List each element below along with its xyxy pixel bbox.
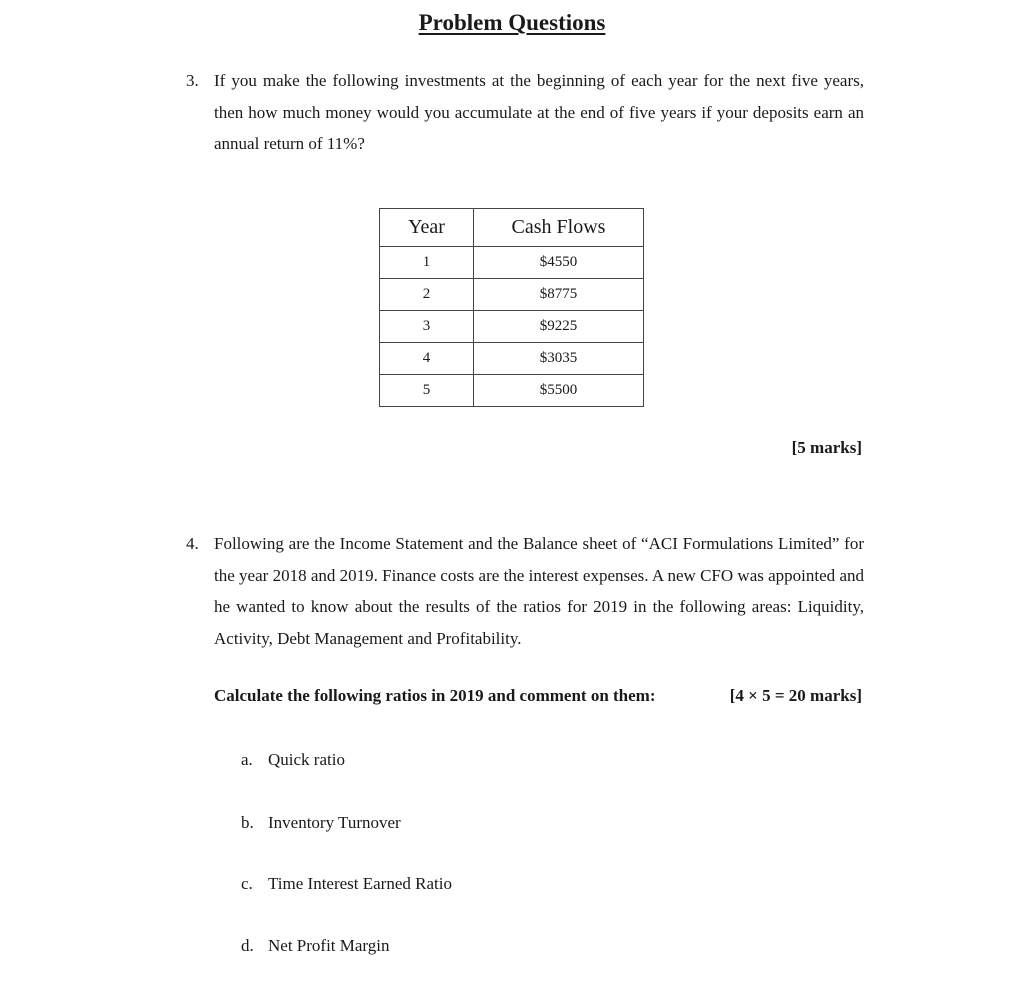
question-4-text: Following are the Income Statement and the Balance sheet of “ACI Formulations Limited” for the year 2018 and 2019. Finance costs are the interest expenses. A new CFO was appointed and he wanted to know about the results of the ratios for 2019 in the following areas: Liquidity, Activity, Debt Management and Profitability. — [214, 534, 864, 648]
table-row — [380, 375, 644, 407]
year-cell: 2 — [380, 279, 474, 311]
question-3-text: If you make the following investments at the beginning of each year for the next five years, then how much money would you accumulate at the end of five years if your deposits earn an annual return of 11%? — [214, 71, 864, 153]
item-label: Quick ratio — [268, 750, 345, 769]
ratio-instruction: Calculate the following ratios in 2019 and comment on them: — [214, 686, 656, 705]
year-cell: 3 — [380, 311, 474, 343]
year-header: Year — [380, 209, 474, 247]
cash-flow-cell: $8775 — [474, 279, 644, 311]
cash-flow-cell: $3035 — [474, 343, 644, 375]
item-letter: d. — [241, 936, 254, 955]
table-row — [380, 279, 644, 311]
question-3-marks: [5 marks] — [791, 438, 862, 457]
cash-flow-table — [379, 208, 644, 407]
table-row — [380, 311, 644, 343]
page-title: Problem Questions — [418, 10, 606, 35]
cash-flows-header: Cash Flows — [474, 209, 644, 247]
year-cell: 1 — [380, 247, 474, 279]
cash-flow-cell: $9225 — [474, 311, 644, 343]
table-header-row — [380, 209, 644, 247]
table-row — [380, 343, 644, 375]
table-row — [380, 247, 644, 279]
list-item — [241, 936, 390, 956]
list-item — [241, 750, 345, 770]
year-cell: 5 — [380, 375, 474, 407]
item-letter: c. — [241, 874, 253, 893]
question-4-marks: [4 × 5 = 20 marks] — [729, 686, 862, 705]
list-item — [241, 874, 452, 894]
list-item — [241, 813, 401, 833]
item-letter: a. — [241, 750, 253, 769]
question-3-number: 3. — [186, 71, 199, 90]
cash-flow-cell: $4550 — [474, 247, 644, 279]
item-label: Time Interest Earned Ratio — [268, 874, 452, 893]
item-label: Net Profit Margin — [268, 936, 390, 955]
question-4-number: 4. — [186, 534, 199, 553]
item-label: Inventory Turnover — [268, 813, 401, 832]
cash-flow-cell: $5500 — [474, 375, 644, 407]
year-cell: 4 — [380, 343, 474, 375]
item-letter: b. — [241, 813, 254, 832]
